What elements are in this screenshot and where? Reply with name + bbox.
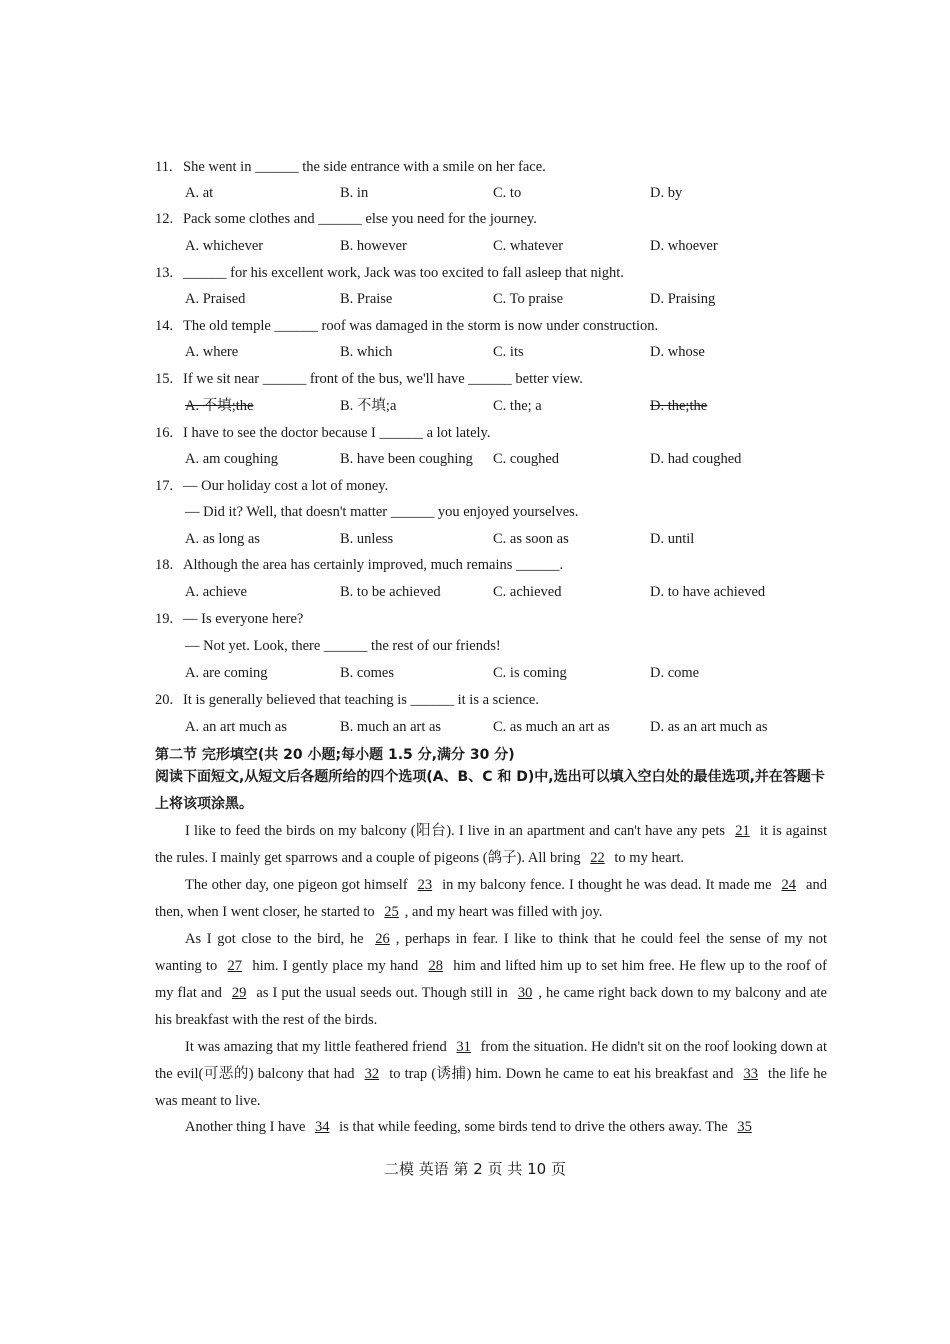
passage-paragraph-2: The other day, one pigeon got himself 23 in my balcony fence. I thought he was dead. It made me 24 and then, when I went closer, he started to 25 , and my heart was filled with joy. (155, 877, 827, 920)
question-stem: She went in ______ the side entrance with a smile on her face. (183, 159, 546, 175)
blank-32: 32 (364, 1066, 380, 1082)
option-b: B. to be achieved (340, 584, 441, 600)
blank-35: 35 (737, 1119, 752, 1135)
blank-28: 28 (428, 958, 443, 974)
question-number: 19. (155, 611, 174, 627)
option-a: A. as long as (185, 531, 260, 547)
page-footer: 二模 英语 第 2 页 共 10 页 (383, 1160, 566, 1178)
option-d: D. to have achieved (650, 584, 766, 600)
blank-26: 26 (375, 931, 390, 947)
blank-27: 27 (227, 958, 243, 974)
option-d: D. as an art much as (650, 719, 768, 735)
option-b: B. which (340, 344, 393, 360)
option-b: B. have been coughing (340, 451, 473, 467)
option-c: C. To praise (493, 291, 564, 307)
option-d: D. until (650, 531, 695, 547)
option-a: A. an art much as (185, 719, 287, 735)
option-a: A. am coughing (185, 451, 279, 467)
question-13 (155, 264, 624, 282)
option-b: B. 不填;a (340, 398, 397, 414)
question-number: 13. (155, 265, 174, 281)
question-17-reply: — Did it? Well, that doesn't matter ______ you enjoyed yourselves. (185, 504, 579, 520)
question-number: 17. (155, 478, 174, 494)
option-b: B. in (340, 185, 369, 201)
option-b: B. however (340, 238, 407, 254)
question-15 (155, 370, 583, 388)
question-11 (155, 158, 546, 176)
option-d: D. by (650, 185, 683, 201)
option-c: C. coughed (493, 451, 560, 467)
option-d: D. the;the (650, 398, 708, 414)
question-stem: — Our holiday cost a lot of money. (183, 478, 389, 494)
blank-21: 21 (735, 823, 750, 839)
option-d: D. whose (650, 344, 705, 360)
option-c: C. is coming (493, 665, 567, 681)
question-19-reply: — Not yet. Look, there ______ the rest of our friends! (185, 638, 501, 654)
option-c: C. as much an art as (493, 719, 610, 735)
option-d: D. had coughed (650, 451, 742, 467)
question-number: 15. (155, 371, 174, 387)
option-a: A. Praised (185, 291, 246, 307)
question-stem: The old temple ______ roof was damaged in the storm is now under construction. (183, 318, 659, 334)
option-a: A. 不填;the (185, 398, 254, 414)
passage-paragraph-5: Another thing I have 34 is that while feeding, some birds tend to drive the others away. The 35 (155, 1114, 827, 1141)
question-number: 11. (155, 159, 173, 175)
question-number: 20. (155, 692, 174, 708)
option-c: C. achieved (493, 584, 562, 600)
question-18 (155, 556, 563, 574)
question-number: 14. (155, 318, 174, 334)
blank-30: 30 (517, 985, 533, 1001)
question-20 (155, 691, 539, 709)
blank-22: 22 (590, 850, 605, 866)
question-number: 12. (155, 211, 174, 227)
question-stem: It is generally believed that teaching is ______ it is a science. (183, 692, 539, 708)
option-a: A. achieve (185, 584, 247, 600)
question-stem: — Is everyone here? (183, 611, 304, 627)
passage-paragraph-4: It was amazing that my little feathered friend 31 from the situation. He didn't sit on the roof looking down at the evil(可恶的) balcony that had 32 to trap (诱捕) him. Down he came to eat his breakfast and 33 the life he was meant to live. (155, 1039, 827, 1109)
option-a: A. where (185, 344, 239, 360)
question-stem: If we sit near ______ front of the bus, we'll have ______ better view. (183, 371, 583, 387)
question-number: 18. (155, 557, 174, 573)
option-c: C. the; a (493, 398, 542, 414)
option-b: B. Praise (340, 291, 393, 307)
question-14 (155, 317, 658, 335)
blank-34: 34 (315, 1119, 330, 1135)
option-c: C. as soon as (493, 531, 569, 547)
blank-33: 33 (743, 1066, 758, 1082)
option-a: A. at (185, 185, 214, 201)
option-b: B. unless (340, 531, 394, 547)
question-stem: Pack some clothes and ______ else you need for the journey. (183, 211, 537, 227)
question-12 (155, 210, 537, 228)
question-stem: I have to see the doctor because I ______ a lot lately. (183, 425, 491, 441)
option-b: B. comes (340, 665, 394, 681)
question-16 (155, 424, 490, 442)
option-b: B. much an art as (340, 719, 442, 735)
blank-29: 29 (231, 985, 247, 1001)
question-stem: ______ for his excellent work, Jack was too excited to fall asleep that night. (183, 265, 624, 281)
option-c: C. its (493, 344, 524, 360)
passage-paragraph-3: As I got close to the bird, he 26 , perhaps in fear. I like to think that he could feel the sense of my not wanting to 27 him. I gently place my hand 28 him and lifted him up to set him free. He flew up to the roof of my flat and 29 as I put the usual seeds out. Though still in 30 , he came right back down to my balcony and ate his breakfast with the rest of the birds. (155, 931, 827, 1028)
section-title: 第二节 完形填空(共 20 小题;每小题 1.5 分,满分 30 分) (155, 747, 515, 763)
option-a: A. are coming (185, 665, 268, 681)
option-d: D. whoever (650, 238, 718, 254)
passage-paragraph-1: I like to feed the birds on my balcony (阳台). I live in an apartment and can't have any pets 21 it is against the rules. I mainly get sparrows and a couple of pigeons (鸽子). All bring 22 to my heart. (155, 823, 827, 866)
question-17 (155, 477, 388, 495)
option-d: D. Praising (650, 291, 716, 307)
option-a: A. whichever (185, 238, 264, 254)
question-number: 16. (155, 425, 174, 441)
blank-31: 31 (456, 1039, 471, 1055)
blank-24: 24 (781, 877, 797, 893)
question-stem: Although the area has certainly improved, much remains ______. (183, 557, 564, 573)
option-c: C. whatever (493, 238, 564, 254)
section-instruction: 阅读下面短文,从短文后各题所给的四个选项(A、B、C 和 D)中,选出可以填入空白处的最佳选项,并在答题卡上将该项涂黑。 (155, 769, 825, 812)
blank-23: 23 (417, 877, 433, 893)
question-19 (155, 610, 303, 628)
option-d: D. come (650, 665, 700, 681)
option-c: C. to (493, 185, 522, 201)
blank-25: 25 (384, 904, 399, 920)
